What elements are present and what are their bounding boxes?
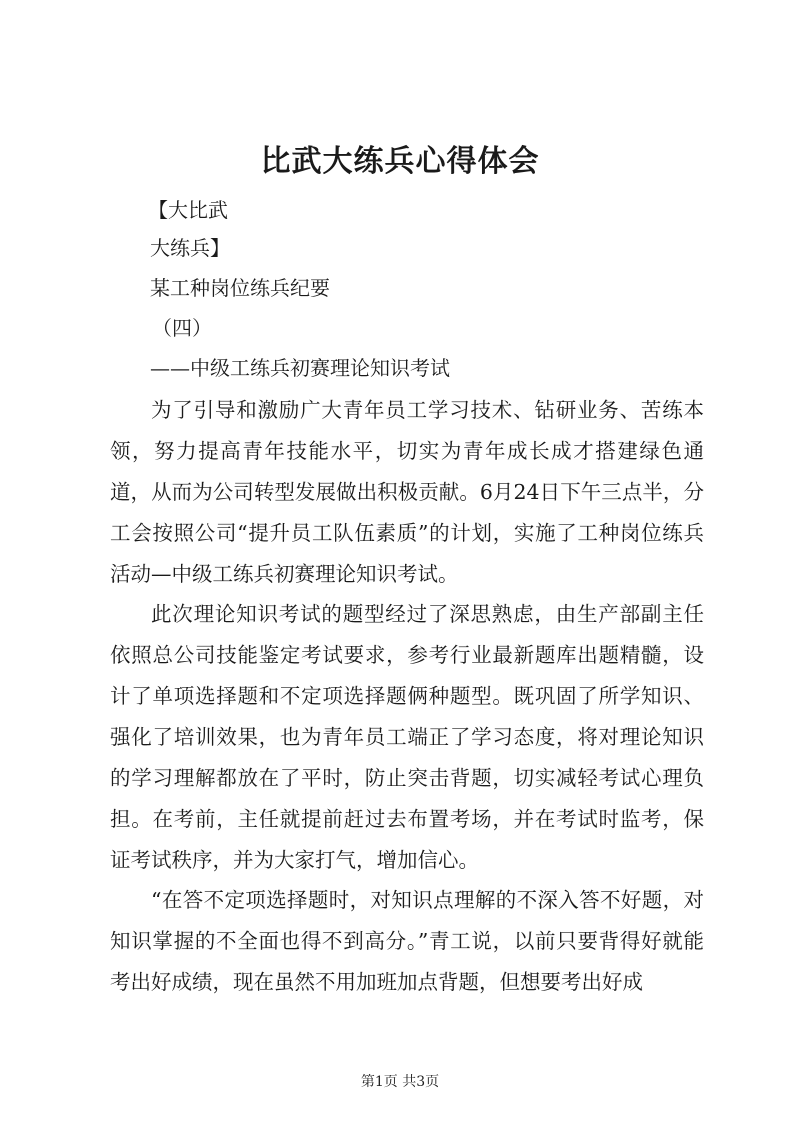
header-line-3: 某工种岗位练兵纪要 (150, 276, 330, 300)
page-footer: 第1页 共3页 (360, 1074, 440, 1090)
paragraph-3: “在答不定项选择题时，对知识点理解的不深入答不好题，对知识掌握的不全面也得不到高分。”青工说，以前只要背得好就能考出好成绩，现在虽然不用加班加点背题，但想要考出好成 (110, 888, 704, 994)
header-line-1: 【大比武 (148, 198, 228, 222)
paragraph-1: 为了引导和激励广大青年员工学习技术、钻研业务、苦练本领，努力提高青年技能水平，切实为青年成长成才搭建绿色通道，从而为公司转型发展做出积极贡献。6月24日下午三点半，分工会按照公司“提升员工队伍素质”的计划，实施了工种岗位练兵活动—中级工练兵初赛理论知识考试。 (110, 398, 704, 586)
document-title: 比武大练兵心得体会 (260, 144, 540, 179)
header-line-4: （四） (152, 316, 212, 340)
header-line-5: ——中级工练兵初赛理论知识考试 (150, 356, 450, 380)
header-line-2: 大练兵】 (150, 236, 230, 260)
paragraph-2: 此次理论知识考试的题型经过了深思熟虑，由生产部副主任依照总公司技能鉴定考试要求，参考行业最新题库出题精髓，设计了单项选择题和不定项选择题俩种题型。既巩固了所学知识、强化了培训效果，也为青年员工端正了学习态度，将对理论知识的学习理解都放在了平时，防止突击背题，切实减轻考试心理负担。在考前，主任就提前赶过去布置考场，并在考试时监考，保证考试秩序，并为大家打气，增加信心。 (110, 602, 704, 872)
